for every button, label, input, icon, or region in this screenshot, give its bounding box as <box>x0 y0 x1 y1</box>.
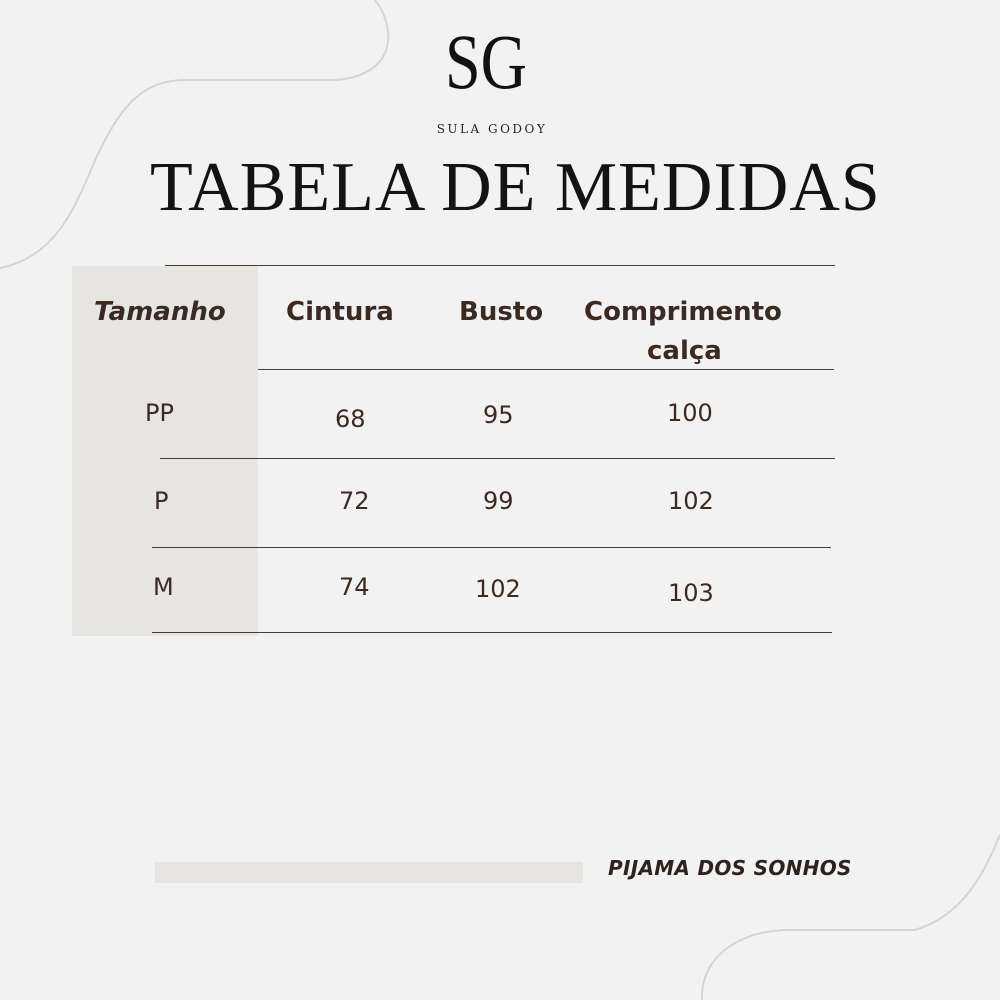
row-pp-size: PP <box>145 399 174 427</box>
table-rule-bottom <box>152 632 832 633</box>
row-m-length: 103 <box>668 579 714 607</box>
footer-band <box>155 862 583 883</box>
header-waist: Cintura <box>286 297 394 327</box>
monogram-s: SG <box>445 18 527 105</box>
table-rule-row2 <box>152 547 831 548</box>
header-size: Tamanho <box>94 297 226 327</box>
table-rule-top <box>165 265 835 266</box>
row-m-waist: 74 <box>339 573 370 601</box>
row-pp-length: 100 <box>667 399 713 427</box>
page-title: TABELA DE MEDIDAS <box>150 149 881 226</box>
header-length-line1: Comprimento <box>584 297 782 327</box>
brand-monogram <box>0 0 1000 130</box>
footer-product-name: PIJAMA DOS SONHOS <box>608 856 852 880</box>
header-length-line2: calça <box>647 336 722 366</box>
row-pp-bust: 95 <box>483 401 514 429</box>
table-rule-row1 <box>160 458 835 459</box>
row-pp-waist: 68 <box>335 405 366 433</box>
header-bust: Busto <box>459 297 544 327</box>
row-m-size: M <box>153 573 174 601</box>
row-p-size: P <box>154 487 169 515</box>
row-m-bust: 102 <box>475 575 521 603</box>
row-p-waist: 72 <box>339 487 370 515</box>
table-rule-header <box>258 369 834 370</box>
row-p-length: 102 <box>668 487 714 515</box>
row-p-bust: 99 <box>483 487 514 515</box>
brand-name: SULA GODOY <box>436 122 548 136</box>
